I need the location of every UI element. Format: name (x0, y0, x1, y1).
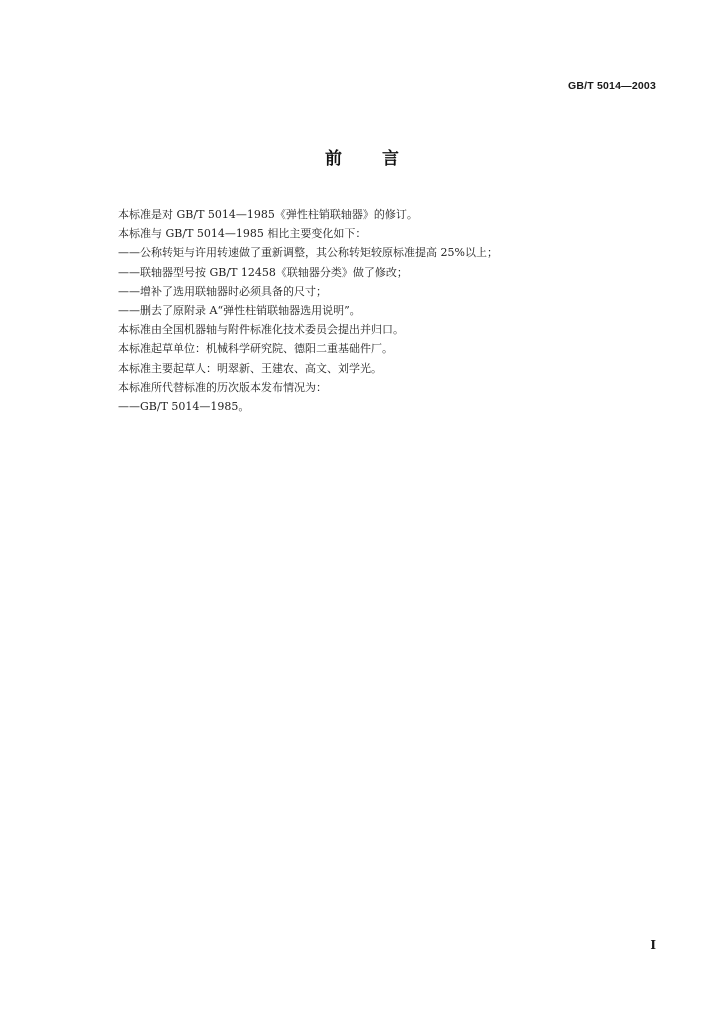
paragraph: 本标准是对 GB/T 5014—1985《弹性柱销联轴器》的修订。 (118, 208, 418, 221)
page-number: Ⅰ (650, 938, 656, 952)
paragraph: ——联轴器型号按 GB/T 12458《联轴器分类》做了修改； (118, 265, 408, 279)
paragraph: 本标准主要起草人：明翠新、王建农、高文、刘学光。 (118, 361, 382, 375)
paragraph: ——增补了选用联轴器时必须具备的尺寸； (118, 284, 327, 298)
paragraph: 本标准起草单位：机械科学研究院、德阳二重基础件厂。 (118, 342, 393, 356)
paragraph: ——GB/T 5014—1985。 (118, 400, 250, 414)
paragraph: ——公称转矩与许用转速做了重新调整，其公称转矩较原标准提高 25%以上； (118, 246, 498, 260)
paragraph: 本标准与 GB/T 5014—1985 相比主要变化如下： (118, 227, 367, 241)
standard-number: GB/T 5014—2003 (567, 80, 656, 92)
paragraph: 本标准所代替标准的历次版本发布情况为： (118, 380, 327, 394)
foreword-body (118, 205, 638, 416)
paragraph: 本标准由全国机器轴与附件标准化技术委员会提出并归口。 (118, 323, 404, 337)
page-title: 前言 (325, 149, 439, 169)
paragraph: ——删去了原附录 A“弹性柱销联轴器选用说明”。 (118, 304, 361, 318)
